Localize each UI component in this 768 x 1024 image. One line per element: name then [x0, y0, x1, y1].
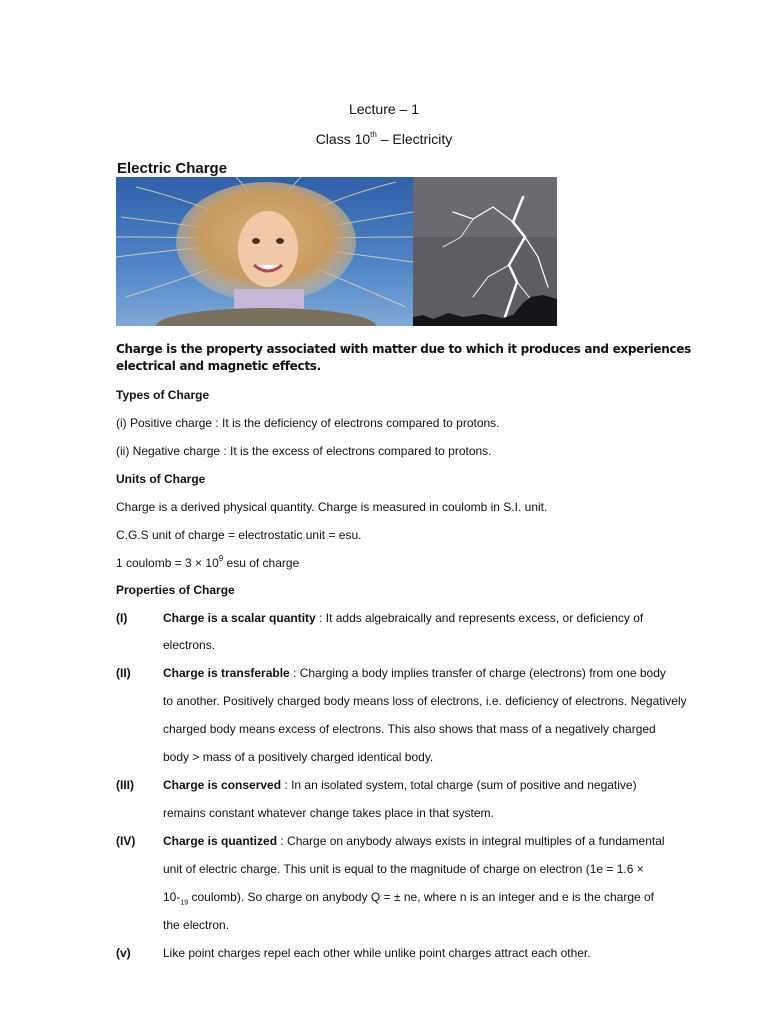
property-line: the electron. [163, 918, 230, 932]
negative-charge-text: (ii) Negative charge : It is the excess of electrons compared to protons. [116, 444, 492, 458]
types-heading: Types of Charge [116, 388, 210, 402]
property-number: (IV) [116, 834, 136, 848]
units-line-2: C.G.S unit of charge = electrostatic unit = esu. [116, 528, 362, 542]
property-line: unit of electric charge. This unit is equal to the magnitude of charge on electron (1e = 1.6 × [163, 862, 644, 876]
static-hair-photo [116, 177, 413, 326]
property-line: remains constant whatever change takes place in that system. [163, 806, 494, 820]
property-line: electrons. [163, 638, 216, 652]
properties-heading: Properties of Charge [116, 583, 235, 597]
property-line: Charge is a scalar quantity : It adds algebraically and represents excess, or deficiency of [163, 611, 644, 625]
property-number: (III) [116, 778, 134, 792]
property-line: to another. Positively charged body means loss of electrons, i.e. deficiency of electrons. Negatively [163, 694, 687, 708]
section-title: Electric Charge [117, 160, 228, 177]
units-heading: Units of Charge [116, 472, 206, 486]
property-line: Like point charges repel each other while unlike point charges attract each other. [163, 946, 591, 960]
lightning-photo [413, 177, 557, 326]
charge-definition: Charge is the property associated with matter due to which it produces and experiences electrical and magnetic effects. [116, 342, 691, 373]
property-line: body > mass of a positively charged identical body. [163, 750, 434, 764]
property-number: (I) [116, 611, 128, 625]
property-line: charged body means excess of electrons. This also shows that mass of a negatively charged [163, 722, 656, 736]
units-line-3: 1 coulomb = $3 \times 10^9$ esu of charge [116, 554, 300, 570]
property-number: (II) [116, 666, 131, 680]
units-line-1: Charge is a derived physical quantity. Charge is measured in coulomb in S.I. unit. [116, 500, 548, 514]
positive-charge-text: (i) Positive charge : It is the deficiency of electrons compared to protons. [116, 416, 500, 430]
property-line: Charge is quantized : Charge on anybody always exists in integral multiples of a fundamental [163, 834, 665, 848]
lecture-title: Lecture – 1 [348, 101, 420, 117]
property-number: (v) [116, 946, 131, 960]
property-line: $10-_{19}$ coulomb). So charge on anybody Q = ± ne, where n is an integer and e is the charge of [163, 890, 655, 907]
class-title: Class 10th – Electricity [315, 130, 453, 147]
property-line: Charge is conserved : In an isolated system, total charge (sum of positive and negative) [163, 778, 637, 792]
property-line: Charge is transferable : Charging a body implies transfer of charge (electrons) from one body [163, 666, 666, 680]
